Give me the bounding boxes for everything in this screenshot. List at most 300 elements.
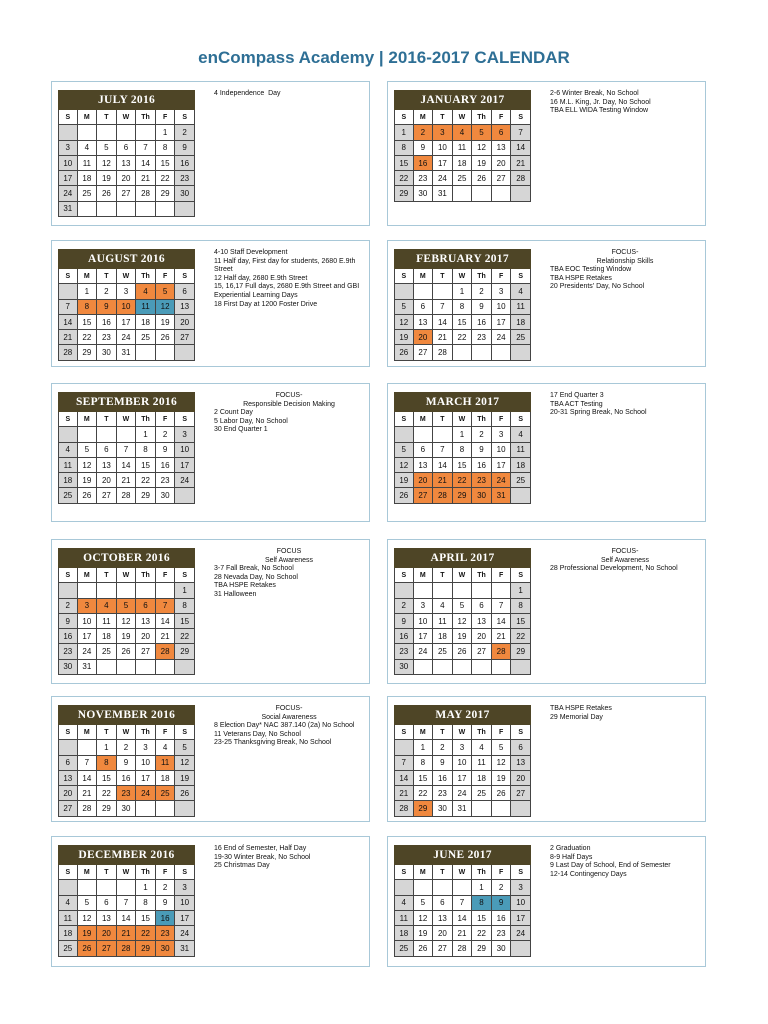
weekday-header: Th [136, 568, 156, 583]
empty-cell [58, 880, 78, 895]
empty-cell [136, 801, 156, 816]
day-cell: 18 [472, 771, 492, 786]
day-cell: 6 [117, 141, 137, 156]
empty-cell [492, 186, 512, 201]
day-cell: 9 [472, 300, 492, 315]
empty-cell [175, 660, 195, 675]
day-cell: 3 [453, 740, 473, 755]
weekday-header: F [156, 725, 176, 740]
empty-cell [117, 583, 137, 598]
day-cell: 20 [433, 926, 453, 941]
day-cell: 25 [78, 186, 98, 201]
day-cell: 18 [394, 926, 414, 941]
day-cell: 23 [97, 330, 117, 345]
month-calendar [394, 90, 531, 202]
empty-cell [453, 880, 473, 895]
day-cell: 12 [414, 911, 434, 926]
day-cell: 15 [175, 614, 195, 629]
month-title: SEPTEMBER 2016 [58, 392, 195, 412]
day-grid [58, 865, 195, 957]
day-cell: 13 [414, 458, 434, 473]
day-cell: 5 [472, 125, 492, 140]
weekday-header: W [117, 269, 137, 284]
day-cell: 26 [117, 644, 137, 659]
day-cell: 14 [156, 614, 176, 629]
month-notes [214, 392, 364, 435]
empty-cell [394, 427, 414, 442]
day-cell: 19 [394, 330, 414, 345]
empty-cell [472, 801, 492, 816]
empty-cell [472, 186, 492, 201]
day-cell: 2 [394, 599, 414, 614]
day-cell: 16 [58, 629, 78, 644]
day-cell: 25 [511, 473, 531, 488]
day-cell: 21 [433, 330, 453, 345]
month-notes [214, 845, 364, 871]
month-panel [387, 696, 706, 822]
weekday-header: W [453, 110, 473, 125]
focus-line: Self Awareness [600, 556, 650, 564]
weekday-header: S [175, 412, 195, 427]
month-title: JANUARY 2017 [394, 90, 531, 110]
day-cell: 22 [175, 629, 195, 644]
event-note: 2-6 Winter Break, No School [550, 90, 639, 97]
day-cell: 18 [511, 315, 531, 330]
weekday-header: Th [472, 269, 492, 284]
day-cell: 20 [511, 771, 531, 786]
day-cell: 16 [414, 156, 434, 171]
empty-cell [414, 583, 434, 598]
day-cell: 7 [78, 756, 98, 771]
event-note: 18 First Day at 1200 Foster Drive [214, 300, 318, 308]
event-note: 30 End Quarter 1 [214, 426, 268, 434]
weekday-header: M [414, 110, 434, 125]
day-cell: 18 [97, 629, 117, 644]
day-cell: 10 [453, 756, 473, 771]
weekday-header: W [453, 412, 473, 427]
day-grid [394, 412, 531, 504]
weekday-header: W [117, 865, 137, 880]
day-cell: 11 [472, 756, 492, 771]
event-note: 5 Labor Day, No School [214, 417, 288, 425]
weekday-header: S [511, 412, 531, 427]
day-cell: 14 [58, 315, 78, 330]
day-cell: 10 [511, 896, 531, 911]
day-cell: 28 [117, 488, 137, 503]
empty-cell [58, 427, 78, 442]
day-cell: 12 [97, 156, 117, 171]
day-cell: 3 [78, 599, 98, 614]
day-cell: 9 [117, 756, 137, 771]
day-cell: 20 [414, 330, 434, 345]
day-cell: 29 [175, 644, 195, 659]
day-cell: 6 [472, 599, 492, 614]
page-title: enCompass Academy | 2016-2017 CALENDAR [198, 48, 570, 67]
weekday-header: S [58, 412, 78, 427]
day-cell: 9 [156, 443, 176, 458]
day-cell: 23 [414, 171, 434, 186]
day-cell: 23 [472, 473, 492, 488]
day-cell: 21 [433, 473, 453, 488]
empty-cell [433, 660, 453, 675]
focus-line: FOCUS- [275, 705, 303, 712]
event-note: 2 Count Day [214, 409, 253, 417]
event-note: 29 Memorial Day [550, 713, 603, 721]
weekday-header: S [394, 865, 414, 880]
day-cell: 13 [492, 141, 512, 156]
day-cell: 3 [511, 880, 531, 895]
day-cell: 22 [414, 786, 434, 801]
day-cell: 8 [414, 756, 434, 771]
day-cell: 4 [433, 599, 453, 614]
weekday-header: M [414, 865, 434, 880]
empty-cell [156, 345, 176, 360]
day-cell: 11 [511, 300, 531, 315]
month-calendar [58, 90, 195, 217]
empty-cell [175, 202, 195, 217]
day-cell: 3 [175, 880, 195, 895]
empty-cell [414, 284, 434, 299]
day-cell: 16 [394, 629, 414, 644]
day-cell: 4 [472, 740, 492, 755]
day-cell: 19 [78, 473, 98, 488]
day-cell: 17 [414, 629, 434, 644]
day-cell: 25 [472, 786, 492, 801]
day-cell: 30 [117, 801, 137, 816]
day-cell: 10 [58, 156, 78, 171]
day-cell: 6 [175, 284, 195, 299]
day-cell: 12 [394, 315, 414, 330]
day-cell: 28 [433, 345, 453, 360]
day-cell: 10 [117, 300, 137, 315]
day-cell: 15 [472, 911, 492, 926]
day-cell: 30 [175, 186, 195, 201]
day-cell: 5 [175, 740, 195, 755]
focus-line: Self Awareness [264, 556, 314, 564]
month-calendar [394, 845, 531, 957]
weekday-header: Th [472, 110, 492, 125]
day-cell: 8 [97, 756, 117, 771]
event-note: TBA HSPE Retakes [550, 274, 612, 282]
day-cell: 4 [156, 740, 176, 755]
day-cell: 16 [492, 911, 512, 926]
day-cell: 17 [78, 629, 98, 644]
day-cell: 13 [97, 911, 117, 926]
weekday-header: F [492, 110, 512, 125]
event-note: 15, 16,17 Full days, 2680 E.9th Street and GBI Experiential Learning Days [214, 283, 362, 299]
day-cell: 18 [453, 156, 473, 171]
weekday-header: S [58, 568, 78, 583]
day-cell: 25 [97, 644, 117, 659]
day-cell: 4 [136, 284, 156, 299]
weekday-header: F [492, 412, 512, 427]
empty-cell [117, 202, 137, 217]
day-cell: 20 [97, 473, 117, 488]
event-note: 4-10 Staff Development [214, 249, 288, 256]
empty-cell [453, 660, 473, 675]
weekday-header: S [58, 725, 78, 740]
day-cell: 22 [136, 473, 156, 488]
day-cell: 29 [472, 941, 492, 956]
event-note: 17 End Quarter 3 [550, 392, 604, 399]
focus-label [214, 548, 364, 565]
day-cell: 18 [136, 315, 156, 330]
event-note: TBA ELL WIDA Testing Window [550, 107, 649, 115]
day-cell: 15 [453, 458, 473, 473]
day-cell: 19 [394, 473, 414, 488]
day-cell: 22 [453, 330, 473, 345]
day-cell: 5 [394, 443, 414, 458]
empty-cell [492, 345, 512, 360]
day-cell: 24 [78, 644, 98, 659]
day-cell: 31 [433, 186, 453, 201]
day-cell: 16 [156, 458, 176, 473]
day-cell: 22 [156, 171, 176, 186]
month-calendar [58, 392, 195, 504]
day-cell: 12 [492, 756, 512, 771]
weekday-header: S [58, 865, 78, 880]
event-note: 8-9 Half Days [550, 853, 593, 861]
day-cell: 20 [117, 171, 137, 186]
day-cell: 30 [472, 488, 492, 503]
weekday-header: S [175, 725, 195, 740]
day-cell: 25 [136, 330, 156, 345]
day-cell: 17 [175, 911, 195, 926]
weekday-header: T [97, 865, 117, 880]
day-cell: 8 [156, 141, 176, 156]
day-cell: 1 [97, 740, 117, 755]
weekday-header: T [97, 110, 117, 125]
day-cell: 21 [58, 330, 78, 345]
weekday-header: W [117, 110, 137, 125]
day-cell: 18 [58, 926, 78, 941]
day-cell: 29 [414, 801, 434, 816]
weekday-header: S [175, 568, 195, 583]
month-notes [550, 392, 700, 418]
month-notes [214, 249, 364, 309]
event-note: TBA HSPE Retakes [214, 582, 276, 590]
empty-cell [511, 186, 531, 201]
day-cell: 11 [394, 911, 414, 926]
day-cell: 31 [453, 801, 473, 816]
day-cell: 29 [453, 488, 473, 503]
day-cell: 27 [58, 801, 78, 816]
day-cell: 4 [58, 896, 78, 911]
day-cell: 14 [511, 141, 531, 156]
event-note: 9 Last Day of School, End of Semester [550, 862, 671, 870]
empty-cell [97, 660, 117, 675]
focus-line: Social Awareness [261, 713, 317, 721]
weekday-header: Th [136, 110, 156, 125]
day-cell: 1 [511, 583, 531, 598]
day-cell: 25 [433, 644, 453, 659]
day-cell: 7 [394, 756, 414, 771]
month-title: MAY 2017 [394, 705, 531, 725]
day-cell: 16 [156, 911, 176, 926]
day-cell: 27 [433, 941, 453, 956]
empty-cell [78, 583, 98, 598]
month-calendar [394, 548, 531, 675]
day-cell: 16 [97, 315, 117, 330]
day-cell: 29 [78, 345, 98, 360]
weekday-header: M [78, 725, 98, 740]
empty-cell [97, 202, 117, 217]
day-cell: 14 [117, 458, 137, 473]
empty-cell [511, 941, 531, 956]
event-note: 12-14 Contingency Days [550, 870, 627, 878]
empty-cell [492, 801, 512, 816]
day-cell: 10 [492, 443, 512, 458]
day-cell: 31 [492, 488, 512, 503]
day-cell: 17 [58, 171, 78, 186]
day-cell: 1 [394, 125, 414, 140]
day-cell: 2 [492, 880, 512, 895]
day-cell: 23 [472, 330, 492, 345]
day-cell: 11 [58, 911, 78, 926]
day-cell: 2 [472, 427, 492, 442]
day-cell: 22 [136, 926, 156, 941]
weekday-header: Th [136, 412, 156, 427]
day-cell: 23 [58, 644, 78, 659]
day-cell: 21 [453, 926, 473, 941]
month-notes [214, 705, 364, 748]
month-calendar [58, 548, 195, 675]
day-cell: 17 [433, 156, 453, 171]
day-cell: 21 [117, 926, 137, 941]
day-cell: 13 [58, 771, 78, 786]
day-cell: 9 [433, 756, 453, 771]
day-cell: 26 [78, 941, 98, 956]
empty-cell [453, 345, 473, 360]
day-cell: 20 [472, 629, 492, 644]
day-cell: 12 [156, 300, 176, 315]
event-note: 19-30 Winter Break, No School [214, 853, 311, 861]
day-cell: 6 [433, 896, 453, 911]
empty-cell [511, 660, 531, 675]
day-cell: 9 [156, 896, 176, 911]
day-cell: 5 [492, 740, 512, 755]
event-note: 16 End of Semester, Half Day [214, 845, 307, 852]
day-cell: 29 [97, 801, 117, 816]
day-cell: 25 [394, 941, 414, 956]
day-cell: 26 [414, 941, 434, 956]
day-cell: 2 [156, 427, 176, 442]
weekday-header: W [453, 568, 473, 583]
focus-line: FOCUS [276, 548, 302, 555]
day-cell: 24 [492, 330, 512, 345]
day-cell: 3 [414, 599, 434, 614]
month-calendar [58, 845, 195, 957]
weekday-header: T [433, 269, 453, 284]
day-cell: 10 [175, 443, 195, 458]
day-cell: 14 [78, 771, 98, 786]
day-cell: 17 [492, 315, 512, 330]
day-cell: 15 [78, 315, 98, 330]
empty-cell [97, 125, 117, 140]
event-note: 20-31 Spring Break, No School [550, 409, 647, 417]
day-cell: 29 [156, 186, 176, 201]
day-cell: 12 [78, 458, 98, 473]
day-cell: 7 [58, 300, 78, 315]
day-cell: 15 [511, 614, 531, 629]
weekday-header: F [492, 269, 512, 284]
day-cell: 23 [117, 786, 137, 801]
day-cell: 30 [97, 345, 117, 360]
day-cell: 6 [97, 896, 117, 911]
empty-cell [511, 801, 531, 816]
day-cell: 8 [394, 141, 414, 156]
day-cell: 9 [414, 141, 434, 156]
day-cell: 27 [136, 644, 156, 659]
day-cell: 13 [175, 300, 195, 315]
day-cell: 3 [492, 427, 512, 442]
event-note: TBA EOC Testing Window [550, 266, 632, 274]
empty-cell [175, 488, 195, 503]
event-note: 28 Professional Development, No School [550, 565, 678, 573]
day-cell: 2 [472, 284, 492, 299]
day-cell: 15 [453, 315, 473, 330]
day-cell: 2 [58, 599, 78, 614]
day-cell: 1 [78, 284, 98, 299]
month-notes [550, 249, 700, 292]
weekday-header: M [414, 412, 434, 427]
day-cell: 19 [156, 315, 176, 330]
empty-cell [433, 880, 453, 895]
day-cell: 3 [492, 284, 512, 299]
month-title: NOVEMBER 2016 [58, 705, 195, 725]
day-cell: 16 [472, 315, 492, 330]
day-cell: 23 [394, 644, 414, 659]
empty-cell [414, 880, 434, 895]
day-cell: 2 [433, 740, 453, 755]
focus-line: Responsible Decision Making [243, 400, 335, 408]
day-cell: 29 [394, 186, 414, 201]
day-cell: 20 [97, 926, 117, 941]
day-cell: 16 [175, 156, 195, 171]
day-cell: 27 [97, 941, 117, 956]
day-cell: 18 [433, 629, 453, 644]
day-cell: 8 [472, 896, 492, 911]
month-panel [51, 240, 370, 367]
day-cell: 21 [78, 786, 98, 801]
month-panel [51, 836, 370, 967]
empty-cell [156, 583, 176, 598]
weekday-header: S [511, 568, 531, 583]
month-notes [550, 845, 700, 879]
day-cell: 19 [175, 771, 195, 786]
weekday-header: S [394, 110, 414, 125]
day-cell: 5 [453, 599, 473, 614]
day-cell: 22 [453, 473, 473, 488]
day-cell: 12 [117, 614, 137, 629]
day-cell: 14 [394, 771, 414, 786]
day-cell: 2 [414, 125, 434, 140]
weekday-header: M [414, 725, 434, 740]
day-cell: 5 [117, 599, 137, 614]
day-cell: 26 [394, 345, 414, 360]
day-cell: 5 [156, 284, 176, 299]
day-cell: 5 [97, 141, 117, 156]
day-cell: 28 [453, 941, 473, 956]
day-cell: 23 [156, 926, 176, 941]
month-calendar [394, 392, 531, 504]
empty-cell [97, 583, 117, 598]
weekday-header: S [175, 110, 195, 125]
day-cell: 8 [453, 300, 473, 315]
day-cell: 14 [136, 156, 156, 171]
event-note: 3-7 Fall Break, No School [214, 565, 294, 573]
day-cell: 7 [433, 443, 453, 458]
